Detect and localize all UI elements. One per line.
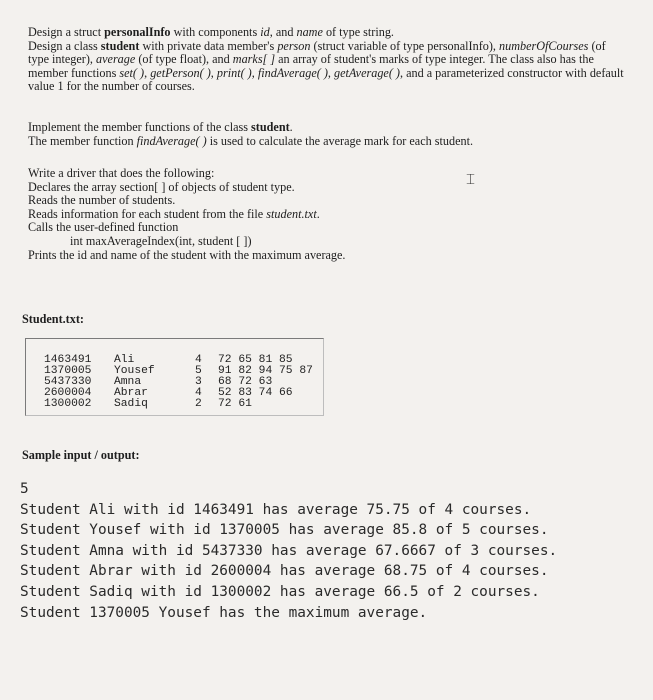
function-signature: int maxAverageIndex(int, student [ ]) (70, 233, 252, 248)
intro-text: (of type integer), (28, 38, 606, 67)
driver-line: Reads the number of students. (28, 193, 176, 208)
intro-text: with components (170, 25, 261, 39)
output-line: Student Amna with id 5437330 has average 67.6667 of 3 courses. (20, 542, 558, 559)
course-count: 5 (195, 365, 202, 377)
fn-getaverage: getAverage( ) (334, 65, 400, 80)
implement-text: is used to calculate the average mark for each student. (206, 133, 474, 148)
student-marks: 68 72 63 (218, 376, 273, 388)
fn-set: set( ) (119, 65, 145, 80)
student-id: 1370005 (44, 365, 92, 377)
implement-fn: findAverage( ) (136, 133, 207, 148)
student-marks: 91 82 94 75 87 (218, 365, 313, 377)
implement-text: The member function (28, 133, 137, 148)
driver-line: Write a driver that does the following: (28, 166, 215, 180)
intro-text: Design a class (28, 38, 101, 53)
output-line: Student Sadiq with id 1300002 has average 66.5 of 2 courses. (20, 583, 540, 600)
class-name: student (100, 38, 140, 53)
person-member: person (277, 38, 311, 53)
implement-class: student (251, 120, 290, 134)
intro-text: (struct variable of type personalInfo), (310, 38, 499, 53)
fn-print: print( ) (216, 65, 252, 80)
course-count: 4 (195, 354, 202, 366)
output-line: Student Abrar with id 2600004 has average 68.75 of 4 courses. (20, 563, 549, 580)
intro-text: , and a parameterized constructor with default value 1 for the number of courses. (28, 65, 624, 94)
student-id: 5437330 (44, 376, 92, 388)
driver-line: Declares the array section[ ] of objects of student type. (28, 179, 295, 194)
driver-line: Prints the id and name of the student with the maximum average. (28, 247, 346, 262)
intro-text: Design a struct (28, 25, 105, 39)
output-line: Student 1370005 Yousef has the maximum average. (20, 604, 428, 621)
course-count: 2 (195, 398, 202, 410)
output-line: Student Yousef with id 1370005 has average 85.8 of 5 courses. (20, 522, 549, 539)
file-contents-box (25, 338, 324, 416)
student-id: 1300002 (44, 398, 92, 410)
student-name: Sadiq (114, 398, 148, 410)
implement-paragraph: Implement the member functions of the class student. The member function findAverage( ) is used to calculate the average mark for each student. (28, 120, 474, 148)
implement-text: Implement the member functions of the class (28, 120, 252, 134)
student-id: 2600004 (44, 387, 92, 399)
driver-line: . (316, 206, 320, 221)
student-name: Abrar (114, 387, 148, 399)
student-name: Ali (114, 354, 135, 366)
fn-findaverage: findAverage( ) (257, 65, 328, 80)
sample-heading: Sample input / output: (22, 448, 140, 462)
file-name: student.txt (266, 206, 317, 221)
average-member: average (96, 52, 136, 67)
intro-text: with private data member's (139, 38, 278, 53)
student-marks: 52 83 74 66 (218, 387, 293, 399)
student-name: Yousef (114, 365, 155, 377)
output-line: Student Ali with id 1463491 has average 75.75 of 4 courses. (20, 501, 532, 518)
student-marks: 72 61 (218, 398, 252, 410)
intro-paragraph: Design a struct personalInfo with components id, and name of type string. Design a class student with private data member's person (struct variable of type personalInfo), numberOfCourses (of type integer), average (of type float), and marks[ ] an array of student's marks of type integer. The class also has the member functions set( ), getPerson( ), print( ), findAverage( ), getAverage( ), and a parameterized constructor with default value 1 for the number of courses. (28, 25, 624, 94)
intro-text: of type string. (322, 25, 394, 39)
course-count: 3 (195, 376, 202, 388)
driver-line: Calls the user-defined function (28, 220, 179, 235)
fn-getperson: getPerson( ) (150, 65, 211, 80)
student-name: Amna (114, 376, 142, 388)
sample-output (20, 479, 557, 623)
file-heading: Student.txt: (22, 312, 84, 326)
intro-text: , and (269, 25, 297, 39)
id-component: id (260, 25, 270, 39)
course-count: 4 (195, 387, 202, 399)
driver-paragraph (28, 167, 588, 262)
courses-member: numberOfCourses (499, 38, 589, 53)
intro-text: (of type float), and (135, 52, 233, 67)
student-id: 1463491 (44, 354, 92, 366)
student-marks: 72 65 81 85 (218, 354, 293, 366)
marks-member: marks[ ] (232, 52, 276, 67)
struct-name: personalInfo (104, 25, 171, 39)
intro-text: an array of student's marks of type integer. The class also has the member functions (28, 52, 594, 80)
text-cursor-icon: ⌶ (466, 170, 476, 188)
driver-line: Reads information for each student from the file (28, 206, 267, 221)
name-component: name (296, 25, 323, 39)
output-line: 5 (20, 481, 29, 497)
